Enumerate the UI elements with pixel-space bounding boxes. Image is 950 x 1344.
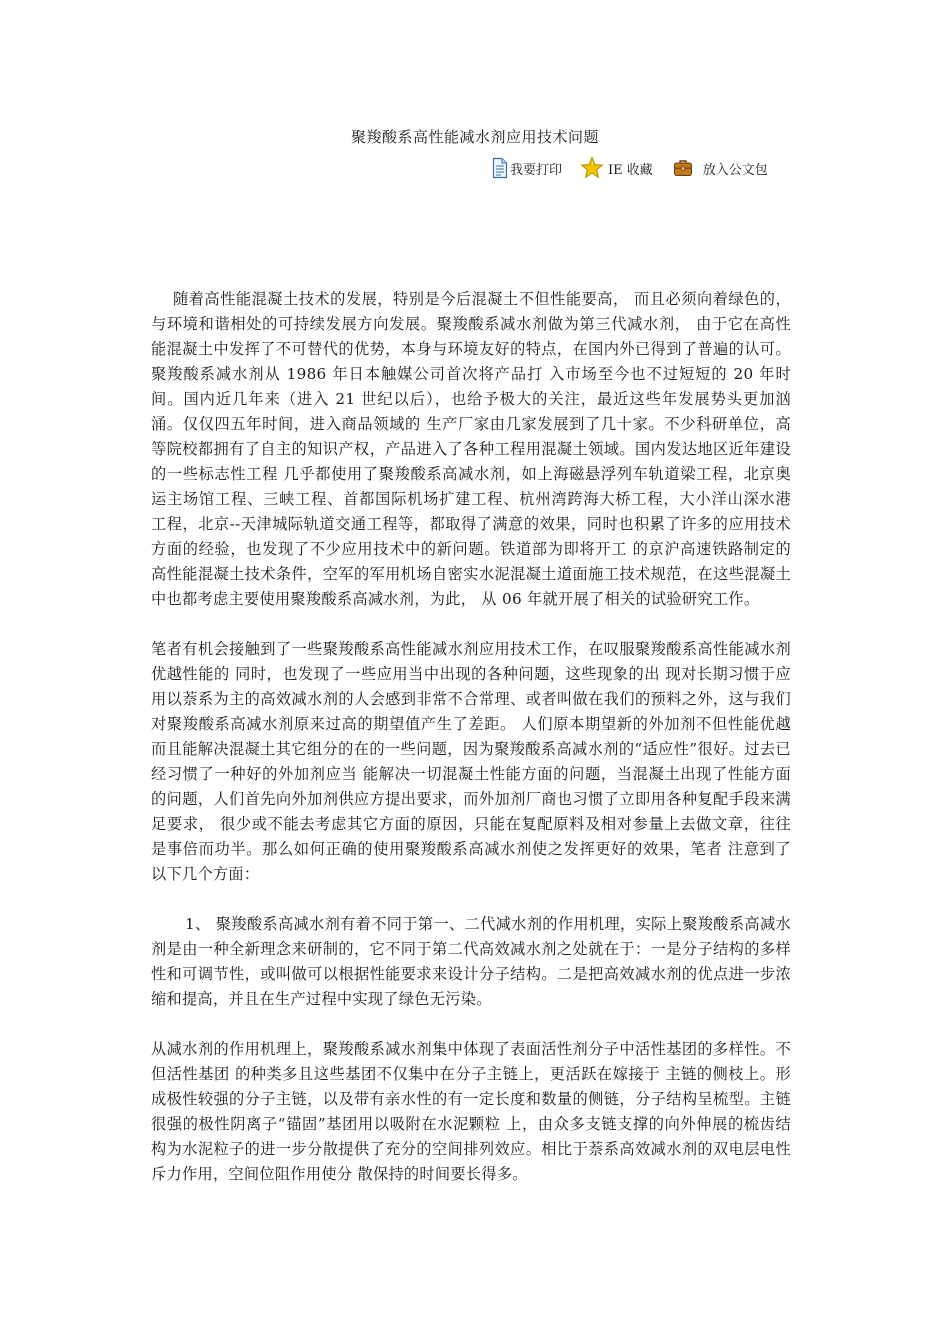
document-print-icon xyxy=(492,157,508,179)
star-icon xyxy=(580,156,604,180)
print-label: 我要打印 xyxy=(510,162,563,178)
print-button[interactable] xyxy=(492,157,562,179)
briefcase-button[interactable] xyxy=(673,158,768,178)
paragraph: 随着高性能混凝土技术的发展，特别是今后混凝土不但性能要高， 而且必须向着绿色的，与环境和谐相处的可持续发展方向发展。聚羧酸系减水剂做为第三代减水剂， 由于它在高性能混凝土中发挥了不可替代的优势，本身与环境友好的特点，在国内外已得到了普遍的认可。聚羧酸系减水剂从 1986 年日本触媒公司首次将产品打 入市场至今也不过短短的 20 年时间。国内近几年来（进入 21 世纪以后），也给予极大的关注，最近这些年发展势头更加汹涌。仅仅四五年时间，进入商品领域的 生产厂家由几家发展到了几十家。不少科研单位，高等院校都拥有了自主的知识产权，产品进入了各种工程用混凝土领域。国内发达地区近年建设的一些标志性工程 几乎都使用了聚羧酸系高减水剂，如上海磁悬浮列车轨道梁工程，北京奥运主场馆工程、三峡工程、首都国际机场扩建工程、杭州湾跨海大桥工程，大小洋山深水港 工程，北京--天津城际轨道交通工程等，都取得了满意的效果，同时也积累了许多的应用技术方面的经验，也发现了不少应用技术中的新问题。铁道部为即将开工 的京沪高速铁路制定的高性能混凝土技术条件，空军的军用机场自密实水泥混凝土道面施工技术规范，在这些混凝土中也都考虑主要使用聚羧酸系高减水剂，为此， 从 06 年就开展了相关的试验研究工作。 xyxy=(151,290,791,608)
favorite-label: IE 收藏 xyxy=(608,162,653,178)
paragraph: 笔者有机会接触到了一些聚羧酸系高性能减水剂应用技术工作，在叹服聚羧酸系高性能减水剂优越性能的 同时，也发现了一些应用当中出现的各种问题，这些现象的出 现对长期习惯于应用以萘系为主的高效减水剂的人会感到非常不合常理、或者叫做在我们的预料之外，这与我们对聚羧酸系高减水剂原来过高的期望值产生了差距。 人们原本期望新的外加剂不但性能优越而且能解决混凝土其它组分的在的一些问题，因为聚羧酸系高减水剂的“适应性”很好。过去已经习惯了一种好的外加剂应当 能解决一切混凝土性能方面的问题，当混凝土出现了性能方面的问题，人们首先向外加剂供应方提出要求，而外加剂厂商也习惯了立即用各种复配手段来满足要求， 很少或不能去考虑其它方面的原因，只能在复配原料及相对参量上去做文章，往往是事倍而功半。那么如何正确的使用聚羧酸系高减水剂使之发挥更好的效果，笔者 注意到了以下几个方面： xyxy=(151,640,791,883)
article-body xyxy=(151,287,791,1212)
paragraph: 从减水剂的作用机理上，聚羧酸系减水剂集中体现了表面活性剂分子中活性基团的多样性。不但活性基团 的种类多且这些基团不仅集中在分子主链上，更活跃在嫁接于 主链的侧枝上。形成极性较强的分子主链，以及带有亲水性的有一定长度和数量的侧链，分子结构呈梳型。主链很强的极性阴离子“锚固”基团用以吸附在水泥颗粒 上，由众多支链支撑的向外伸展的梳齿结构为水泥粒子的进一步分散提供了充分的空间排列效应。相比于萘系高效减水剂的双电层电性斥力作用，空间位阻作用使分 散保持的时间要长得多。 xyxy=(151,1040,791,1183)
paragraph: 1、 聚羧酸系高减水剂有着不同于第一、二代减水剂的作用机理，实际上聚羧酸系高减水剂是由一种全新理念来研制的，它不同于第二代高效减水剂之处就在于：一是分子结构的多样性和可调节性，或叫做可以根据性能要求来设计分子结构。二是把高效减水剂的优点进一步浓缩和提高，并且在生产过程中实现了绿色无污染。 xyxy=(151,915,791,1008)
page-title: 聚羧酸系高性能减水剂应用技术问题 xyxy=(350,128,599,146)
favorite-button[interactable] xyxy=(580,156,653,180)
article-toolbar xyxy=(492,154,768,182)
briefcase-icon xyxy=(673,158,693,178)
briefcase-label: 放入公文包 xyxy=(702,162,768,178)
